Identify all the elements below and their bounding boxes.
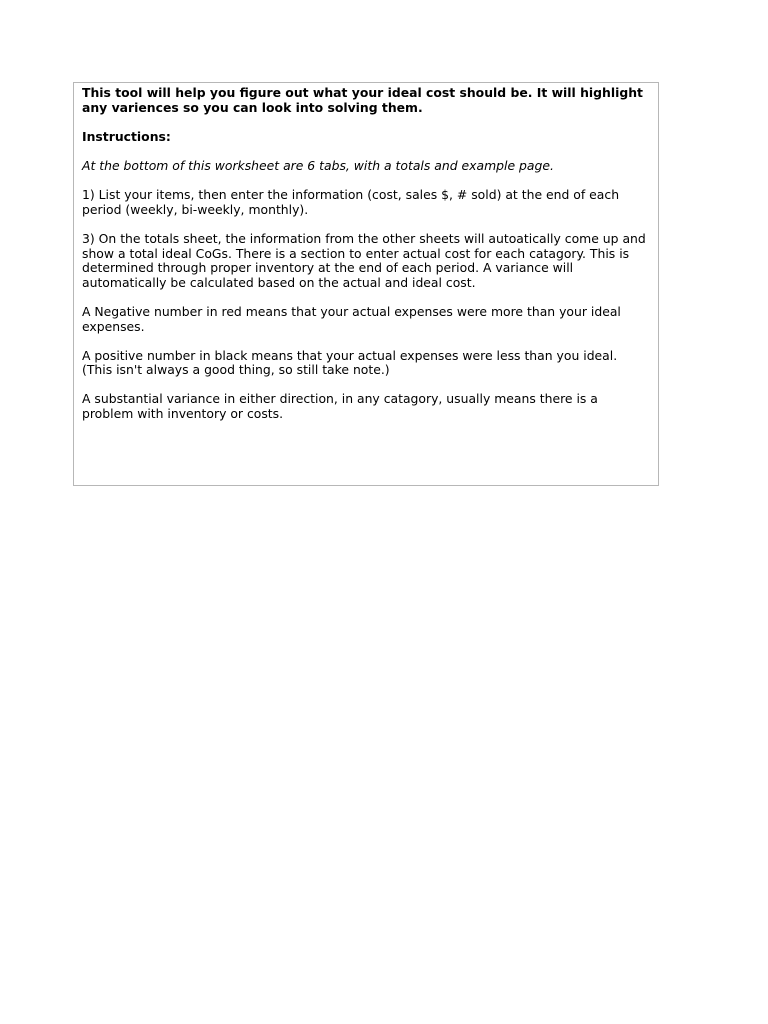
variance-note: A substantial variance in either direction, in any catagory, usually means there is a problem with inventory or costs.: [82, 391, 598, 422]
tabs-note: At the bottom of this worksheet are 6 tabs, with a totals and example page.: [82, 157, 554, 173]
step-1-text: 1) List your items, then enter the information (cost, sales $, # sold) at the end of each period (weekly, bi-weekly, monthly).: [82, 187, 620, 217]
intro-text: This tool will help you figure out what your ideal cost should be. It will highlight any variences so you can look into solving them.: [82, 85, 643, 115]
positive-number-note: A positive number in black means that your actual expenses were less than you ideal. (This isn't always a good thing, so still take note.): [82, 347, 618, 378]
instructions-heading: Instructions:: [82, 128, 171, 144]
step-3-text: 3) On the totals sheet, the information from the other sheets will autoatically come up and show a total ideal CoGs. There is a section to enter actual cost for each catagory. This is determined through proper inventory at the end of each period. A variance will automatically be calculated based on the actual and ideal cost.: [82, 230, 646, 290]
instructions-text-box: [73, 82, 659, 486]
negative-number-note: A Negative number in red means that your actual expenses were more than your ideal expenses.: [82, 303, 621, 334]
